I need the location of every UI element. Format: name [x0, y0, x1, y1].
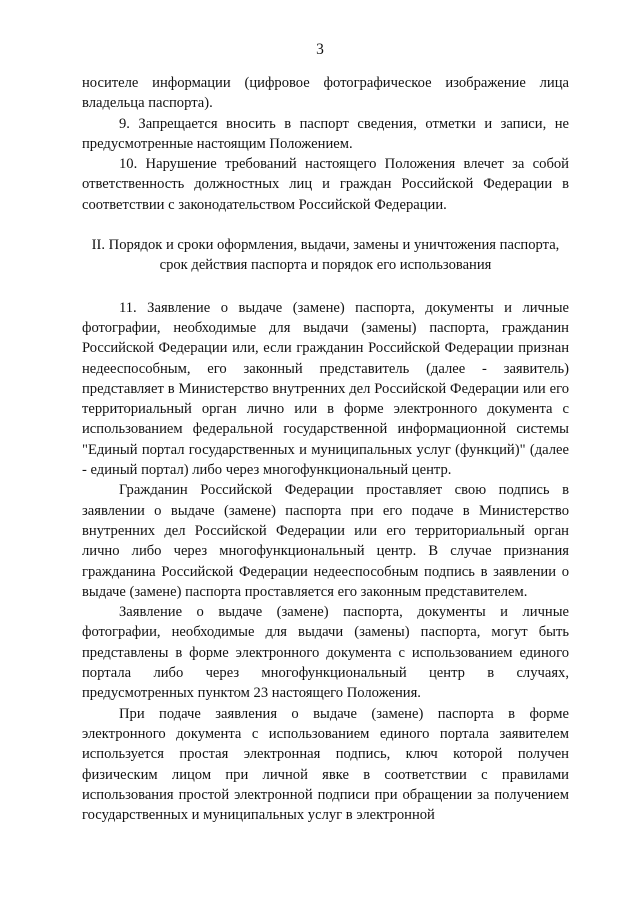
section-heading-line-1: II. Порядок и сроки оформления, выдачи, замены и уничтожения паспорта, [91, 237, 560, 254]
section-heading [82, 235, 569, 276]
paragraph-signature: Гражданин Российской Федерации проставляет свою подпись в заявлении о выдаче (замене) паспорта при его подаче в Министерство внутренних дел Российской Федерации или его территориальный орган лично либо через многофункциональный центр. В случае признания гражданина Российской Федерации недееспособным подпись в заявлении о выдаче (замене) паспорта проставляется его законным представителем. [82, 482, 569, 600]
paragraph-continuation: носителе информации (цифровое фотографическое изображение лица владельца паспорта). [82, 75, 569, 112]
spacer [82, 276, 569, 298]
paragraph-item-10: 10. Нарушение требований настоящего Положения влечет за собой ответственность должностных лиц и граждан Российской Федерации в соответствии с законодательством Российской Федерации. [82, 156, 569, 213]
paragraph-electronic-submission: Заявление о выдаче (замене) паспорта, документы и личные фотографии, необходимые для выдачи (замены) паспорта, могут быть представлены в форме электронного документа с использованием единого портала либо через многофункциональный центр в случаях, предусмотренных пунктом 23 настоящего Положения. [82, 604, 569, 702]
spacer [82, 215, 569, 235]
page-number: 3 [316, 41, 324, 58]
paragraph-simple-signature: При подаче заявления о выдаче (замене) паспорта в форме электронного документа с использованием единого портала заявителем используется простая электронная подпись, ключ которой получен физическим лицом при личной явке в соответствии с правилами использования простой электронной подписи при обращении за получением государственных и муниципальных услуг в электронной [82, 705, 569, 824]
document-body [82, 73, 569, 825]
section-heading-line-2: срок действия паспорта и порядок его использования [159, 257, 492, 274]
paragraph-item-9: 9. Запрещается вносить в паспорт сведения, отметки и записи, не предусмотренные настоящим Положением. [82, 115, 569, 152]
paragraph-item-11: 11. Заявление о выдаче (замене) паспорта, документы и личные фотографии, необходимые для выдачи (замены) паспорта, гражданин Российской Федерации или, если гражданин Российской Федерации признан недееспособным, его законный представитель (далее - заявитель) представляет в Министерство внутренних дел Российской Федерации или его территориальный орган лично или в форме электронного документа с использованием федеральной государственной информационной системы "Единый портал государственных и муниципальных услуг (функций)" (далее - единый портал) либо через многофункциональный центр. [82, 299, 569, 479]
